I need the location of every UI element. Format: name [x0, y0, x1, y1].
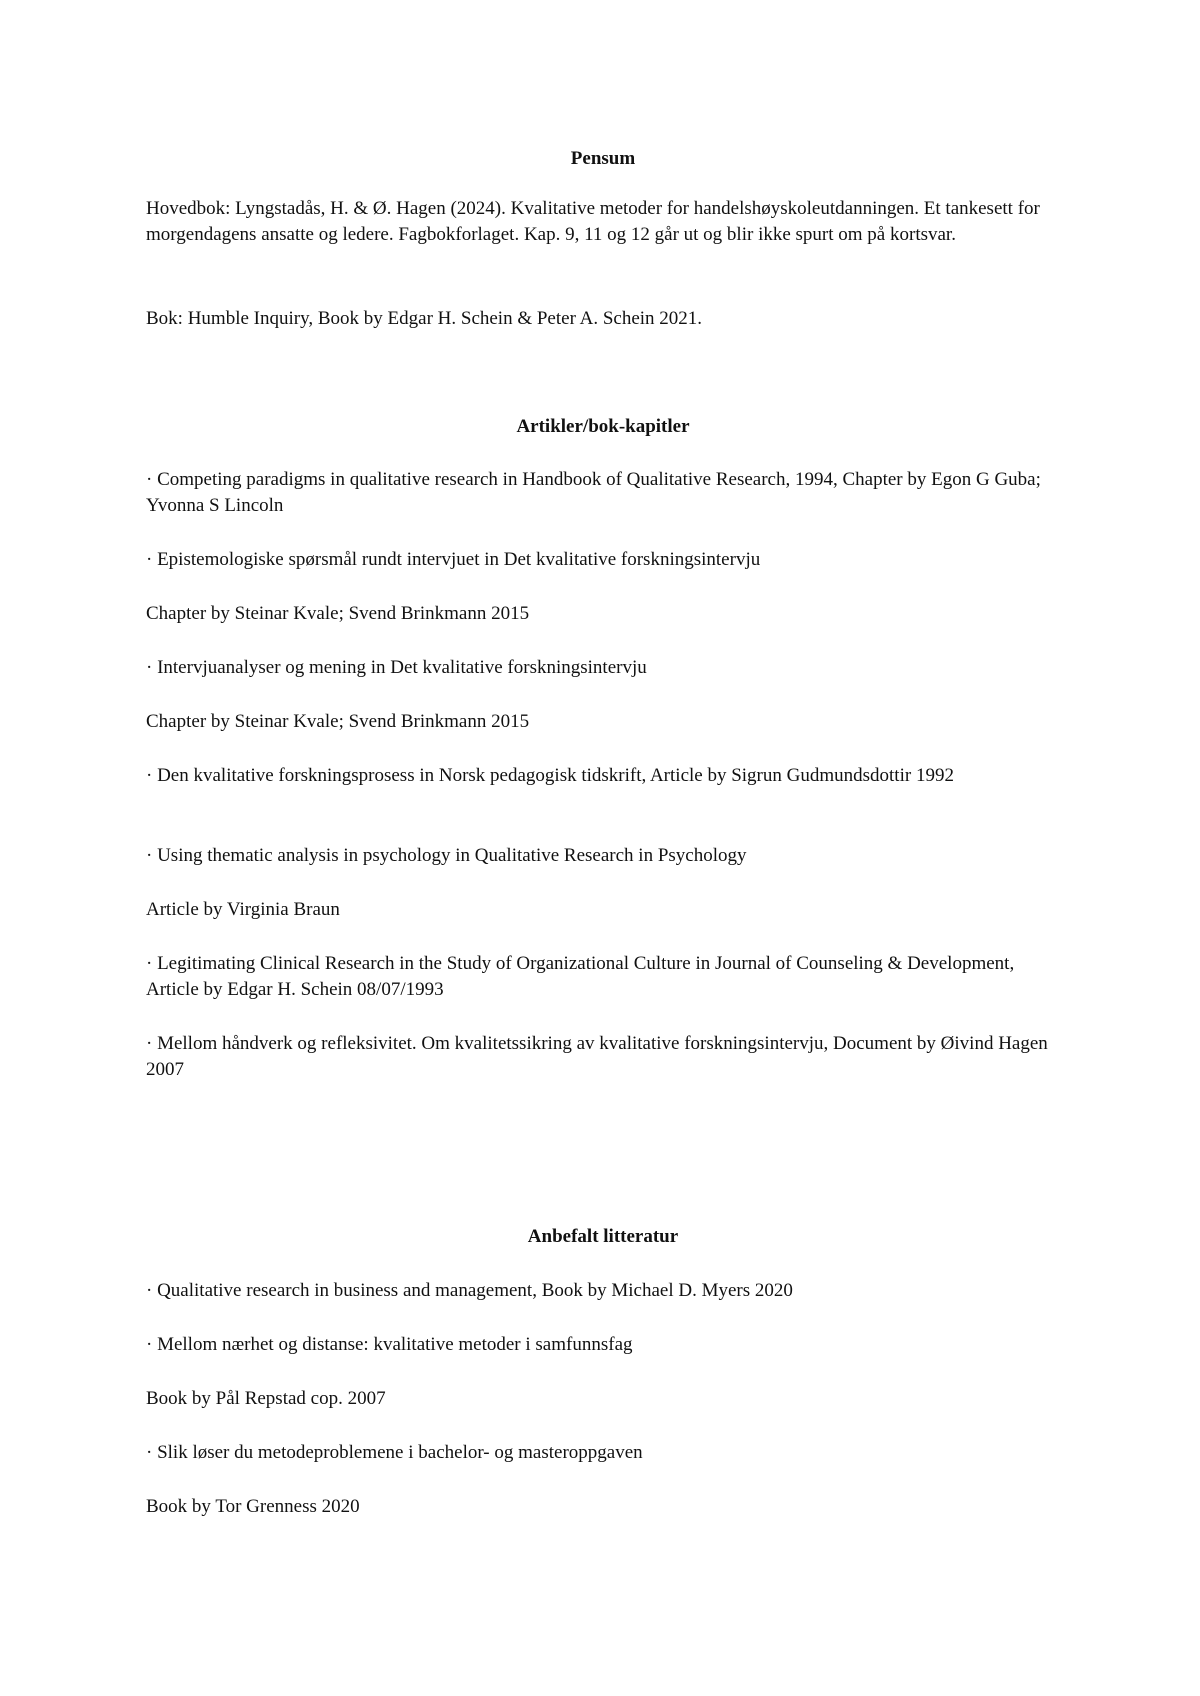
recommended-item-2-author: Book by Pål Repstad cop. 2007	[146, 1388, 386, 1409]
recommended-item-1: · Qualitative research in business and management, Book by Michael D. Myers 2020	[146, 1280, 793, 1301]
article-item-5: · Using thematic analysis in psychology in Qualitative Research in Psychology	[146, 845, 747, 866]
recommended-item-3-author: Book by Tor Grenness 2020	[146, 1496, 360, 1517]
recommended-item-2: · Mellom nærhet og distanse: kvalitative metoder i samfunnsfag	[146, 1334, 633, 1355]
article-item-2-author: Chapter by Steinar Kvale; Svend Brinkmann 2015	[146, 603, 530, 624]
main-book-entry: Hovedbok: Lyngstadås, H. & Ø. Hagen (2024). Kvalitative metoder for handelshøyskoleutdanningen. Et tankesett for morgendagens ansatte og ledere. Fagbokforlaget. Kap. 9, 11 og 12 går ut og blir ikke spurt om på kortsvar.	[146, 198, 1040, 245]
article-item-3-author: Chapter by Steinar Kvale; Svend Brinkmann 2015	[146, 711, 530, 732]
article-item-4: · Den kvalitative forskningsprosess in Norsk pedagogisk tidskrift, Article by Sigrun Gudmundsdottir 1992	[146, 765, 954, 786]
section-heading-articles: Artikler/bok-kapitler	[516, 416, 690, 437]
article-item-3: · Intervjuanalyser og mening in Det kvalitative forskningsintervju	[146, 657, 647, 678]
article-item-6: · Legitimating Clinical Research in the Study of Organizational Culture in Journal of Counseling & Development, Article by Edgar H. Schein 08/07/1993	[146, 953, 1015, 1000]
article-item-1: · Competing paradigms in qualitative research in Handbook of Qualitative Research, 1994, Chapter by Egon G Guba; Yvonna S Lincoln	[146, 469, 1041, 516]
section-heading-recommended: Anbefalt litteratur	[527, 1226, 679, 1247]
section-heading-pensum: Pensum	[570, 148, 636, 169]
book-entry: Bok: Humble Inquiry, Book by Edgar H. Schein & Peter A. Schein 2021.	[146, 308, 703, 329]
article-item-5-author: Article by Virginia Braun	[146, 899, 340, 920]
recommended-item-3: · Slik løser du metodeproblemene i bachelor- og masteroppgaven	[146, 1442, 643, 1463]
article-item-7: · Mellom håndverk og refleksivitet. Om kvalitetssikring av kvalitative forskningsintervju, Document by Øivind Hagen 2007	[146, 1033, 1048, 1080]
article-item-2: · Epistemologiske spørsmål rundt intervjuet in Det kvalitative forskningsintervju	[146, 549, 761, 570]
